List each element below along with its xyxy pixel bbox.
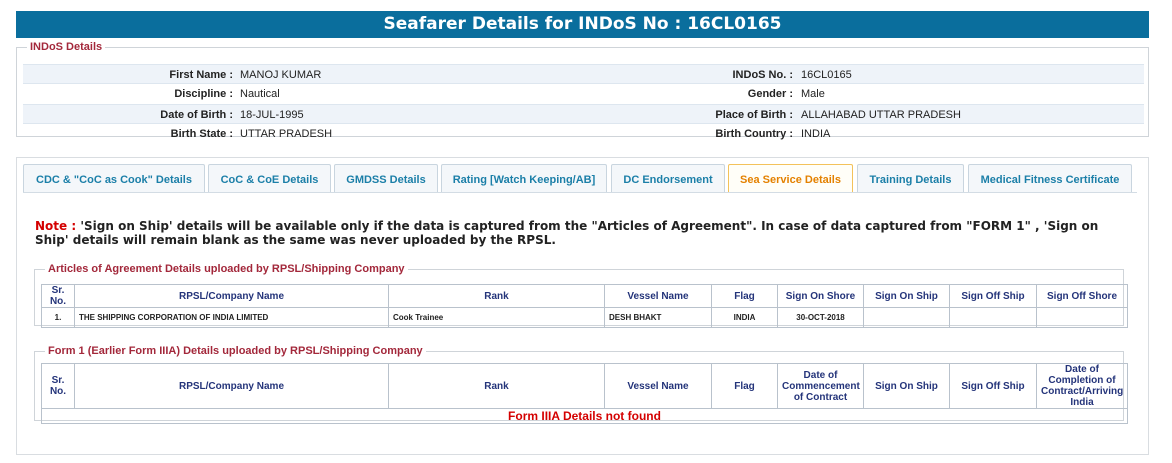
birth-state-value: UTTAR PRADESH [240, 128, 333, 140]
tab-coc-coe[interactable]: CoC & CoE Details [208, 164, 331, 192]
dob-value: 18-JUL-1995 [240, 109, 304, 121]
form1-empty-message: Form IIIA Details not found [42, 409, 1128, 424]
indos-no-value: 16CL0165 [801, 69, 852, 81]
tab-sea-service[interactable]: Sea Service Details [728, 164, 853, 192]
table-row [42, 409, 1128, 424]
detail-row-discipline [23, 84, 1144, 104]
detail-row-birth-state [23, 124, 1144, 144]
indos-no-label: INDoS No. : [732, 69, 793, 81]
tab-training[interactable]: Training Details [857, 164, 964, 192]
birth-country-value: INDIA [801, 128, 831, 140]
discipline-label: Discipline : [174, 88, 233, 100]
sign-on-note [35, 219, 1135, 247]
form1-legend: Form 1 (Earlier Form IIIA) Details uploaded by RPSL/Shipping Company [48, 345, 423, 357]
first-name-label: First Name : [169, 69, 233, 81]
aoa-header-row [42, 285, 1128, 308]
gender-value: Male [801, 88, 825, 100]
form1-table [41, 363, 1128, 424]
detail-row-dob [23, 104, 1144, 124]
cell-sign-on-ship [864, 308, 950, 328]
col-sr-no: Sr. No. [42, 285, 75, 308]
tabs-divider [23, 192, 1137, 193]
place-of-birth-label: Place of Birth : [715, 109, 793, 121]
col-sign-off-shore: Sign Off Shore [1037, 285, 1128, 308]
note-label: Note : [35, 219, 77, 233]
page-title: Seafarer Details for INDoS No : 16CL0165 [16, 11, 1149, 38]
col-flag: Flag [712, 364, 778, 409]
tab-medical-fitness[interactable]: Medical Fitness Certificate [968, 164, 1132, 192]
birth-state-label: Birth State : [170, 128, 233, 140]
tab-cdc-coc-cook[interactable]: CDC & "CoC as Cook" Details [23, 164, 205, 192]
gender-label: Gender : [747, 88, 793, 100]
cell-sign-off-ship [950, 308, 1037, 328]
col-rpsl-company: RPSL/Company Name [75, 285, 389, 308]
discipline-value: Nautical [240, 88, 280, 100]
cell-flag: INDIA [712, 308, 778, 328]
form1-section [34, 345, 1124, 421]
col-rank: Rank [389, 364, 605, 409]
col-sign-on-ship: Sign On Ship [864, 285, 950, 308]
cell-sign-off-shore [1037, 308, 1128, 328]
birth-country-label: Birth Country : [715, 128, 793, 140]
cell-vessel: DESH BHAKT [605, 308, 712, 328]
tab-gmdss[interactable]: GMDSS Details [334, 164, 438, 192]
form1-header-row [42, 364, 1128, 409]
col-rpsl-company: RPSL/Company Name [75, 364, 389, 409]
cell-sign-on-shore: 30-OCT-2018 [778, 308, 864, 328]
table-row [42, 308, 1128, 328]
col-vessel-name: Vessel Name [605, 285, 712, 308]
cell-company: THE SHIPPING CORPORATION OF INDIA LIMITED [75, 308, 389, 328]
cell-sr-no: 1. [42, 308, 75, 328]
cell-rank: Cook Trainee [389, 308, 605, 328]
indos-details-legend: INDoS Details [30, 41, 103, 53]
col-sign-on-shore: Sign On Shore [778, 285, 864, 308]
col-flag: Flag [712, 285, 778, 308]
first-name-value: MANOJ KUMAR [240, 69, 322, 81]
col-sign-off-ship: Sign Off Ship [950, 364, 1037, 409]
col-sign-off-ship: Sign Off Ship [950, 285, 1037, 308]
col-rank: Rank [389, 285, 605, 308]
aoa-legend: Articles of Agreement Details uploaded by RPSL/Shipping Company [48, 263, 405, 275]
tab-dc-endorsement[interactable]: DC Endorsement [611, 164, 725, 192]
details-tabs-panel [16, 157, 1149, 455]
aoa-section [34, 263, 1124, 326]
place-of-birth-value: ALLAHABAD UTTAR PRADESH [801, 109, 961, 121]
col-sign-on-ship: Sign On Ship [864, 364, 950, 409]
col-sr-no: Sr. No. [42, 364, 75, 409]
note-text: 'Sign on Ship' details will be available only if the data is captured from the "Articles of Agreement". In case of data captured from "FORM 1" , 'Sign on Ship' details will remain blank as the same was never uploaded by the RPSL. [35, 219, 1099, 247]
indos-details-panel [16, 41, 1149, 140]
col-vessel-name: Vessel Name [605, 364, 712, 409]
aoa-table [41, 284, 1128, 328]
col-date-commencement: Date of Commencement of Contract [778, 364, 864, 409]
tab-rating-watch-keeping[interactable]: Rating [Watch Keeping/AB] [441, 164, 607, 192]
col-date-completion: Date of Completion of Contract/Arriving India [1037, 364, 1128, 409]
dob-label: Date of Birth : [160, 109, 233, 121]
detail-row-first-name [23, 64, 1144, 84]
